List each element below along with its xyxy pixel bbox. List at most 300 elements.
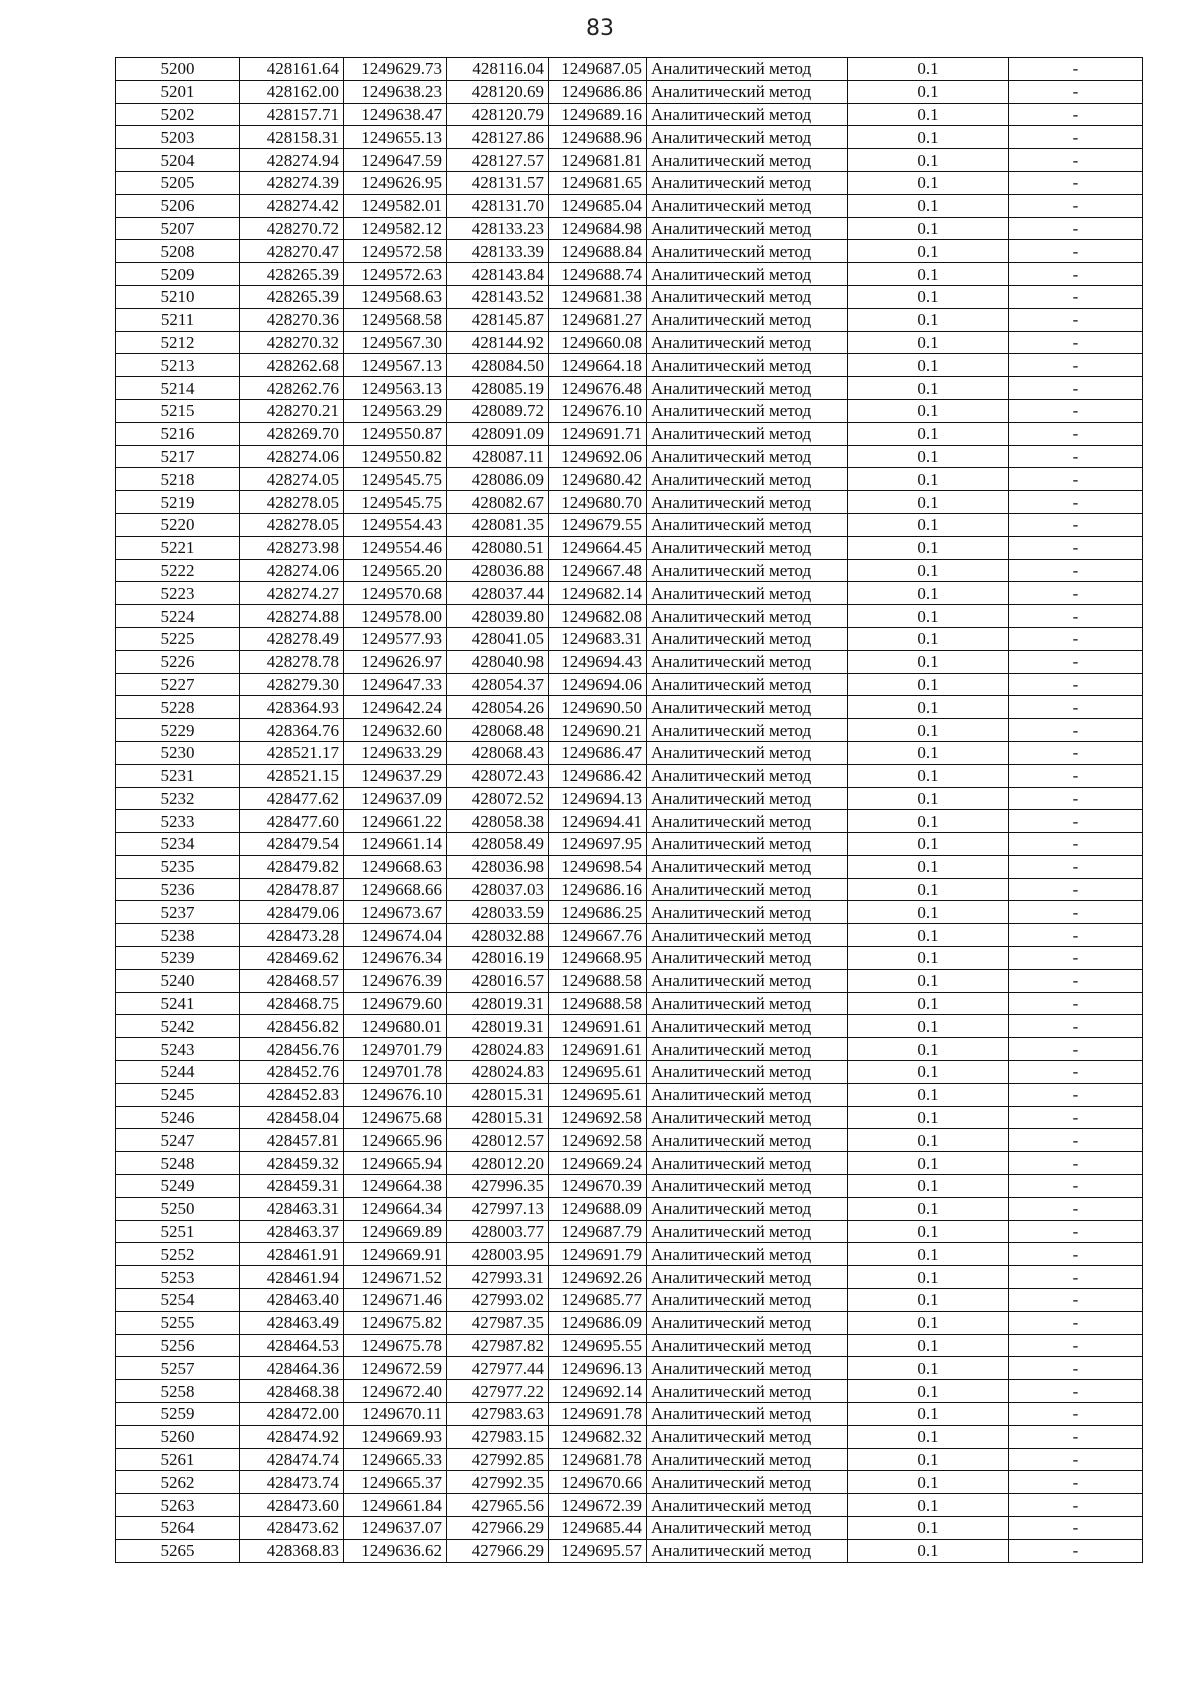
y-coordinate-cell: 1249567.30 <box>344 331 447 354</box>
x-coordinate-cell: 428279.30 <box>240 673 344 696</box>
y-coordinate-cell: 1249636.62 <box>344 1539 447 1562</box>
x-coordinate-cell: 428461.91 <box>240 1243 344 1266</box>
point-id-cell: 5224 <box>116 605 240 628</box>
x2-coordinate-cell: 428037.44 <box>447 582 549 605</box>
y2-coordinate-cell: 1249688.58 <box>549 969 647 992</box>
x-coordinate-cell: 428158.31 <box>240 126 344 149</box>
note-cell: - <box>1009 1083 1143 1106</box>
x-coordinate-cell: 428274.06 <box>240 445 344 468</box>
x-coordinate-cell: 428262.68 <box>240 354 344 377</box>
note-cell: - <box>1009 582 1143 605</box>
method-cell: Аналитический метод <box>647 126 848 149</box>
method-cell: Аналитический метод <box>647 1015 848 1038</box>
point-id-cell: 5230 <box>116 741 240 764</box>
note-cell: - <box>1009 1539 1143 1562</box>
y-coordinate-cell: 1249563.29 <box>344 399 447 422</box>
x-coordinate-cell: 428457.81 <box>240 1129 344 1152</box>
method-cell: Аналитический метод <box>647 924 848 947</box>
x-coordinate-cell: 428270.47 <box>240 240 344 263</box>
y2-coordinate-cell: 1249664.45 <box>549 536 647 559</box>
method-cell: Аналитический метод <box>647 1311 848 1334</box>
method-cell: Аналитический метод <box>647 787 848 810</box>
x2-coordinate-cell: 427977.44 <box>447 1357 549 1380</box>
point-id-cell: 5215 <box>116 399 240 422</box>
accuracy-cell: 0.1 <box>848 878 1009 901</box>
x2-coordinate-cell: 428016.19 <box>447 947 549 970</box>
y2-coordinate-cell: 1249685.44 <box>549 1517 647 1540</box>
y2-coordinate-cell: 1249690.50 <box>549 696 647 719</box>
accuracy-cell: 0.1 <box>848 171 1009 194</box>
table-row <box>116 1152 1143 1175</box>
method-cell: Аналитический метод <box>647 240 848 263</box>
y-coordinate-cell: 1249676.39 <box>344 969 447 992</box>
note-cell: - <box>1009 1152 1143 1175</box>
table-row <box>116 308 1143 331</box>
y-coordinate-cell: 1249568.58 <box>344 308 447 331</box>
note-cell: - <box>1009 1380 1143 1403</box>
note-cell: - <box>1009 377 1143 400</box>
note-cell: - <box>1009 354 1143 377</box>
y2-coordinate-cell: 1249670.39 <box>549 1175 647 1198</box>
table-row <box>116 536 1143 559</box>
method-cell: Аналитический метод <box>647 1471 848 1494</box>
method-cell: Аналитический метод <box>647 673 848 696</box>
x-coordinate-cell: 428270.72 <box>240 217 344 240</box>
method-cell: Аналитический метод <box>647 103 848 126</box>
note-cell: - <box>1009 1106 1143 1129</box>
table-row <box>116 468 1143 491</box>
x-coordinate-cell: 428364.93 <box>240 696 344 719</box>
accuracy-cell: 0.1 <box>848 696 1009 719</box>
x-coordinate-cell: 428452.83 <box>240 1083 344 1106</box>
x2-coordinate-cell: 428089.72 <box>447 399 549 422</box>
note-cell: - <box>1009 1334 1143 1357</box>
point-id-cell: 5221 <box>116 536 240 559</box>
accuracy-cell: 0.1 <box>848 80 1009 103</box>
y-coordinate-cell: 1249633.29 <box>344 741 447 764</box>
y-coordinate-cell: 1249582.01 <box>344 194 447 217</box>
x-coordinate-cell: 428265.39 <box>240 285 344 308</box>
table-row <box>116 764 1143 787</box>
y2-coordinate-cell: 1249690.21 <box>549 719 647 742</box>
table-row <box>116 285 1143 308</box>
note-cell: - <box>1009 1129 1143 1152</box>
x2-coordinate-cell: 428016.57 <box>447 969 549 992</box>
x-coordinate-cell: 428274.42 <box>240 194 344 217</box>
table-row <box>116 855 1143 878</box>
y-coordinate-cell: 1249568.63 <box>344 285 447 308</box>
method-cell: Аналитический метод <box>647 901 848 924</box>
y-coordinate-cell: 1249655.13 <box>344 126 447 149</box>
point-id-cell: 5253 <box>116 1266 240 1289</box>
x2-coordinate-cell: 428068.43 <box>447 741 549 764</box>
y-coordinate-cell: 1249661.84 <box>344 1494 447 1517</box>
note-cell: - <box>1009 399 1143 422</box>
accuracy-cell: 0.1 <box>848 605 1009 628</box>
accuracy-cell: 0.1 <box>848 1083 1009 1106</box>
point-id-cell: 5227 <box>116 673 240 696</box>
y-coordinate-cell: 1249676.34 <box>344 947 447 970</box>
method-cell: Аналитический метод <box>647 947 848 970</box>
point-id-cell: 5241 <box>116 992 240 1015</box>
note-cell: - <box>1009 58 1143 81</box>
note-cell: - <box>1009 217 1143 240</box>
table-row <box>116 969 1143 992</box>
x-coordinate-cell: 428269.70 <box>240 422 344 445</box>
point-id-cell: 5250 <box>116 1197 240 1220</box>
note-cell: - <box>1009 240 1143 263</box>
y-coordinate-cell: 1249638.47 <box>344 103 447 126</box>
x2-coordinate-cell: 428054.26 <box>447 696 549 719</box>
accuracy-cell: 0.1 <box>848 1152 1009 1175</box>
method-cell: Аналитический метод <box>647 1152 848 1175</box>
accuracy-cell: 0.1 <box>848 468 1009 491</box>
y2-coordinate-cell: 1249672.39 <box>549 1494 647 1517</box>
x-coordinate-cell: 428474.74 <box>240 1448 344 1471</box>
method-cell: Аналитический метод <box>647 650 848 673</box>
y-coordinate-cell: 1249668.63 <box>344 855 447 878</box>
x2-coordinate-cell: 428086.09 <box>447 468 549 491</box>
point-id-cell: 5235 <box>116 855 240 878</box>
method-cell: Аналитический метод <box>647 1357 848 1380</box>
accuracy-cell: 0.1 <box>848 536 1009 559</box>
method-cell: Аналитический метод <box>647 1061 848 1084</box>
y-coordinate-cell: 1249676.10 <box>344 1083 447 1106</box>
x-coordinate-cell: 428479.82 <box>240 855 344 878</box>
x2-coordinate-cell: 428058.38 <box>447 810 549 833</box>
method-cell: Аналитический метод <box>647 1266 848 1289</box>
method-cell: Аналитический метод <box>647 217 848 240</box>
point-id-cell: 5208 <box>116 240 240 263</box>
x-coordinate-cell: 428459.31 <box>240 1175 344 1198</box>
table-row <box>116 719 1143 742</box>
x2-coordinate-cell: 427987.35 <box>447 1311 549 1334</box>
x2-coordinate-cell: 428143.52 <box>447 285 549 308</box>
y2-coordinate-cell: 1249686.25 <box>549 901 647 924</box>
method-cell: Аналитический метод <box>647 878 848 901</box>
coordinates-table <box>115 57 1143 1563</box>
accuracy-cell: 0.1 <box>848 1425 1009 1448</box>
table-row <box>116 810 1143 833</box>
table-row <box>116 1471 1143 1494</box>
method-cell: Аналитический метод <box>647 1083 848 1106</box>
x2-coordinate-cell: 428091.09 <box>447 422 549 445</box>
point-id-cell: 5207 <box>116 217 240 240</box>
x2-coordinate-cell: 428032.88 <box>447 924 549 947</box>
x2-coordinate-cell: 428015.31 <box>447 1083 549 1106</box>
y2-coordinate-cell: 1249685.04 <box>549 194 647 217</box>
note-cell: - <box>1009 468 1143 491</box>
y2-coordinate-cell: 1249686.16 <box>549 878 647 901</box>
accuracy-cell: 0.1 <box>848 559 1009 582</box>
note-cell: - <box>1009 194 1143 217</box>
table-row <box>116 1129 1143 1152</box>
x2-coordinate-cell: 428037.03 <box>447 878 549 901</box>
y-coordinate-cell: 1249668.66 <box>344 878 447 901</box>
x2-coordinate-cell: 428054.37 <box>447 673 549 696</box>
x-coordinate-cell: 428270.32 <box>240 331 344 354</box>
x2-coordinate-cell: 428033.59 <box>447 901 549 924</box>
method-cell: Аналитический метод <box>647 491 848 514</box>
y-coordinate-cell: 1249578.00 <box>344 605 447 628</box>
x-coordinate-cell: 428479.54 <box>240 833 344 856</box>
y2-coordinate-cell: 1249680.70 <box>549 491 647 514</box>
point-id-cell: 5204 <box>116 149 240 172</box>
accuracy-cell: 0.1 <box>848 992 1009 1015</box>
y-coordinate-cell: 1249669.89 <box>344 1220 447 1243</box>
x2-coordinate-cell: 428144.92 <box>447 331 549 354</box>
y-coordinate-cell: 1249672.59 <box>344 1357 447 1380</box>
method-cell: Аналитический метод <box>647 1425 848 1448</box>
method-cell: Аналитический метод <box>647 263 848 286</box>
y-coordinate-cell: 1249675.68 <box>344 1106 447 1129</box>
table-row <box>116 1038 1143 1061</box>
method-cell: Аналитический метод <box>647 1494 848 1517</box>
table-row <box>116 1015 1143 1038</box>
table-row <box>116 741 1143 764</box>
x-coordinate-cell: 428456.76 <box>240 1038 344 1061</box>
method-cell: Аналитический метод <box>647 1197 848 1220</box>
note-cell: - <box>1009 1471 1143 1494</box>
y2-coordinate-cell: 1249695.61 <box>549 1083 647 1106</box>
x2-coordinate-cell: 427983.15 <box>447 1425 549 1448</box>
table-row <box>116 650 1143 673</box>
y-coordinate-cell: 1249637.09 <box>344 787 447 810</box>
y2-coordinate-cell: 1249676.10 <box>549 399 647 422</box>
table-row <box>116 901 1143 924</box>
note-cell: - <box>1009 1448 1143 1471</box>
accuracy-cell: 0.1 <box>848 1539 1009 1562</box>
method-cell: Аналитический метод <box>647 719 848 742</box>
x-coordinate-cell: 428274.27 <box>240 582 344 605</box>
accuracy-cell: 0.1 <box>848 924 1009 947</box>
table-row <box>116 445 1143 468</box>
method-cell: Аналитический метод <box>647 605 848 628</box>
y2-coordinate-cell: 1249692.26 <box>549 1266 647 1289</box>
x-coordinate-cell: 428461.94 <box>240 1266 344 1289</box>
note-cell: - <box>1009 1403 1143 1426</box>
x2-coordinate-cell: 427992.85 <box>447 1448 549 1471</box>
y-coordinate-cell: 1249665.94 <box>344 1152 447 1175</box>
table-row <box>116 1243 1143 1266</box>
point-id-cell: 5245 <box>116 1083 240 1106</box>
y2-coordinate-cell: 1249670.66 <box>549 1471 647 1494</box>
x2-coordinate-cell: 428116.04 <box>447 58 549 81</box>
table-row <box>116 1403 1143 1426</box>
table-row <box>116 491 1143 514</box>
y2-coordinate-cell: 1249692.06 <box>549 445 647 468</box>
y2-coordinate-cell: 1249681.38 <box>549 285 647 308</box>
accuracy-cell: 0.1 <box>848 58 1009 81</box>
note-cell: - <box>1009 1289 1143 1312</box>
point-id-cell: 5237 <box>116 901 240 924</box>
method-cell: Аналитический метод <box>647 696 848 719</box>
table-row <box>116 833 1143 856</box>
note-cell: - <box>1009 1425 1143 1448</box>
y-coordinate-cell: 1249661.14 <box>344 833 447 856</box>
table-row <box>116 696 1143 719</box>
y-coordinate-cell: 1249572.63 <box>344 263 447 286</box>
table-row <box>116 992 1143 1015</box>
point-id-cell: 5229 <box>116 719 240 742</box>
x-coordinate-cell: 428273.98 <box>240 536 344 559</box>
point-id-cell: 5252 <box>116 1243 240 1266</box>
method-cell: Аналитический метод <box>647 1175 848 1198</box>
y-coordinate-cell: 1249567.13 <box>344 354 447 377</box>
y2-coordinate-cell: 1249682.08 <box>549 605 647 628</box>
method-cell: Аналитический метод <box>647 513 848 536</box>
accuracy-cell: 0.1 <box>848 1106 1009 1129</box>
accuracy-cell: 0.1 <box>848 445 1009 468</box>
x-coordinate-cell: 428473.60 <box>240 1494 344 1517</box>
method-cell: Аналитический метод <box>647 536 848 559</box>
x2-coordinate-cell: 428039.80 <box>447 605 549 628</box>
y2-coordinate-cell: 1249681.27 <box>549 308 647 331</box>
table-row <box>116 627 1143 650</box>
accuracy-cell: 0.1 <box>848 217 1009 240</box>
point-id-cell: 5243 <box>116 1038 240 1061</box>
note-cell: - <box>1009 627 1143 650</box>
x2-coordinate-cell: 427977.22 <box>447 1380 549 1403</box>
note-cell: - <box>1009 285 1143 308</box>
x-coordinate-cell: 428265.39 <box>240 263 344 286</box>
y2-coordinate-cell: 1249691.71 <box>549 422 647 445</box>
y2-coordinate-cell: 1249695.61 <box>549 1061 647 1084</box>
x2-coordinate-cell: 427996.35 <box>447 1175 549 1198</box>
x-coordinate-cell: 428521.17 <box>240 741 344 764</box>
table-row <box>116 217 1143 240</box>
y2-coordinate-cell: 1249679.55 <box>549 513 647 536</box>
note-cell: - <box>1009 1175 1143 1198</box>
note-cell: - <box>1009 263 1143 286</box>
point-id-cell: 5212 <box>116 331 240 354</box>
method-cell: Аналитический метод <box>647 833 848 856</box>
note-cell: - <box>1009 969 1143 992</box>
method-cell: Аналитический метод <box>647 992 848 1015</box>
accuracy-cell: 0.1 <box>848 582 1009 605</box>
y-coordinate-cell: 1249672.40 <box>344 1380 447 1403</box>
x2-coordinate-cell: 428084.50 <box>447 354 549 377</box>
table-row <box>116 787 1143 810</box>
accuracy-cell: 0.1 <box>848 1471 1009 1494</box>
note-cell: - <box>1009 924 1143 947</box>
method-cell: Аналитический метод <box>647 810 848 833</box>
y-coordinate-cell: 1249674.04 <box>344 924 447 947</box>
y-coordinate-cell: 1249680.01 <box>344 1015 447 1038</box>
point-id-cell: 5222 <box>116 559 240 582</box>
table-row <box>116 1083 1143 1106</box>
y-coordinate-cell: 1249626.95 <box>344 171 447 194</box>
table-row <box>116 80 1143 103</box>
y2-coordinate-cell: 1249696.13 <box>549 1357 647 1380</box>
y-coordinate-cell: 1249637.29 <box>344 764 447 787</box>
table-row <box>116 171 1143 194</box>
table-row <box>116 1197 1143 1220</box>
point-id-cell: 5225 <box>116 627 240 650</box>
table-row <box>116 605 1143 628</box>
method-cell: Аналитический метод <box>647 58 848 81</box>
table-row <box>116 194 1143 217</box>
note-cell: - <box>1009 1494 1143 1517</box>
note-cell: - <box>1009 331 1143 354</box>
point-id-cell: 5265 <box>116 1539 240 1562</box>
accuracy-cell: 0.1 <box>848 263 1009 286</box>
point-id-cell: 5262 <box>116 1471 240 1494</box>
point-id-cell: 5219 <box>116 491 240 514</box>
table-row <box>116 878 1143 901</box>
method-cell: Аналитический метод <box>647 80 848 103</box>
x2-coordinate-cell: 428133.23 <box>447 217 549 240</box>
note-cell: - <box>1009 1061 1143 1084</box>
method-cell: Аналитический метод <box>647 194 848 217</box>
point-id-cell: 5238 <box>116 924 240 947</box>
accuracy-cell: 0.1 <box>848 901 1009 924</box>
x2-coordinate-cell: 428120.79 <box>447 103 549 126</box>
accuracy-cell: 0.1 <box>848 1243 1009 1266</box>
x-coordinate-cell: 428456.82 <box>240 1015 344 1038</box>
x2-coordinate-cell: 427987.82 <box>447 1334 549 1357</box>
table-row <box>116 1517 1143 1540</box>
y2-coordinate-cell: 1249660.08 <box>549 331 647 354</box>
note-cell: - <box>1009 513 1143 536</box>
note-cell: - <box>1009 1517 1143 1540</box>
y-coordinate-cell: 1249550.87 <box>344 422 447 445</box>
x-coordinate-cell: 428278.49 <box>240 627 344 650</box>
note-cell: - <box>1009 947 1143 970</box>
y2-coordinate-cell: 1249695.55 <box>549 1334 647 1357</box>
x2-coordinate-cell: 428012.57 <box>447 1129 549 1152</box>
point-id-cell: 5200 <box>116 58 240 81</box>
method-cell: Аналитический метод <box>647 171 848 194</box>
x2-coordinate-cell: 428036.98 <box>447 855 549 878</box>
y-coordinate-cell: 1249637.07 <box>344 1517 447 1540</box>
x2-coordinate-cell: 428024.83 <box>447 1061 549 1084</box>
x2-coordinate-cell: 428019.31 <box>447 1015 549 1038</box>
x2-coordinate-cell: 427965.56 <box>447 1494 549 1517</box>
note-cell: - <box>1009 992 1143 1015</box>
x2-coordinate-cell: 428081.35 <box>447 513 549 536</box>
note-cell: - <box>1009 1220 1143 1243</box>
y-coordinate-cell: 1249632.60 <box>344 719 447 742</box>
x-coordinate-cell: 428452.76 <box>240 1061 344 1084</box>
accuracy-cell: 0.1 <box>848 650 1009 673</box>
y2-coordinate-cell: 1249667.76 <box>549 924 647 947</box>
table-row <box>116 1266 1143 1289</box>
table-row <box>116 1289 1143 1312</box>
method-cell: Аналитический метод <box>647 1517 848 1540</box>
table-row <box>116 1106 1143 1129</box>
accuracy-cell: 0.1 <box>848 240 1009 263</box>
accuracy-cell: 0.1 <box>848 194 1009 217</box>
method-cell: Аналитический метод <box>647 331 848 354</box>
point-id-cell: 5233 <box>116 810 240 833</box>
method-cell: Аналитический метод <box>647 422 848 445</box>
note-cell: - <box>1009 445 1143 468</box>
table-body <box>116 58 1143 1563</box>
point-id-cell: 5216 <box>116 422 240 445</box>
table-row <box>116 582 1143 605</box>
accuracy-cell: 0.1 <box>848 1311 1009 1334</box>
table-row <box>116 399 1143 422</box>
y2-coordinate-cell: 1249688.09 <box>549 1197 647 1220</box>
method-cell: Аналитический метод <box>647 1380 848 1403</box>
method-cell: Аналитический метод <box>647 377 848 400</box>
x-coordinate-cell: 428477.62 <box>240 787 344 810</box>
x-coordinate-cell: 428464.36 <box>240 1357 344 1380</box>
table-row <box>116 1539 1143 1562</box>
x-coordinate-cell: 428473.74 <box>240 1471 344 1494</box>
table-row <box>116 947 1143 970</box>
